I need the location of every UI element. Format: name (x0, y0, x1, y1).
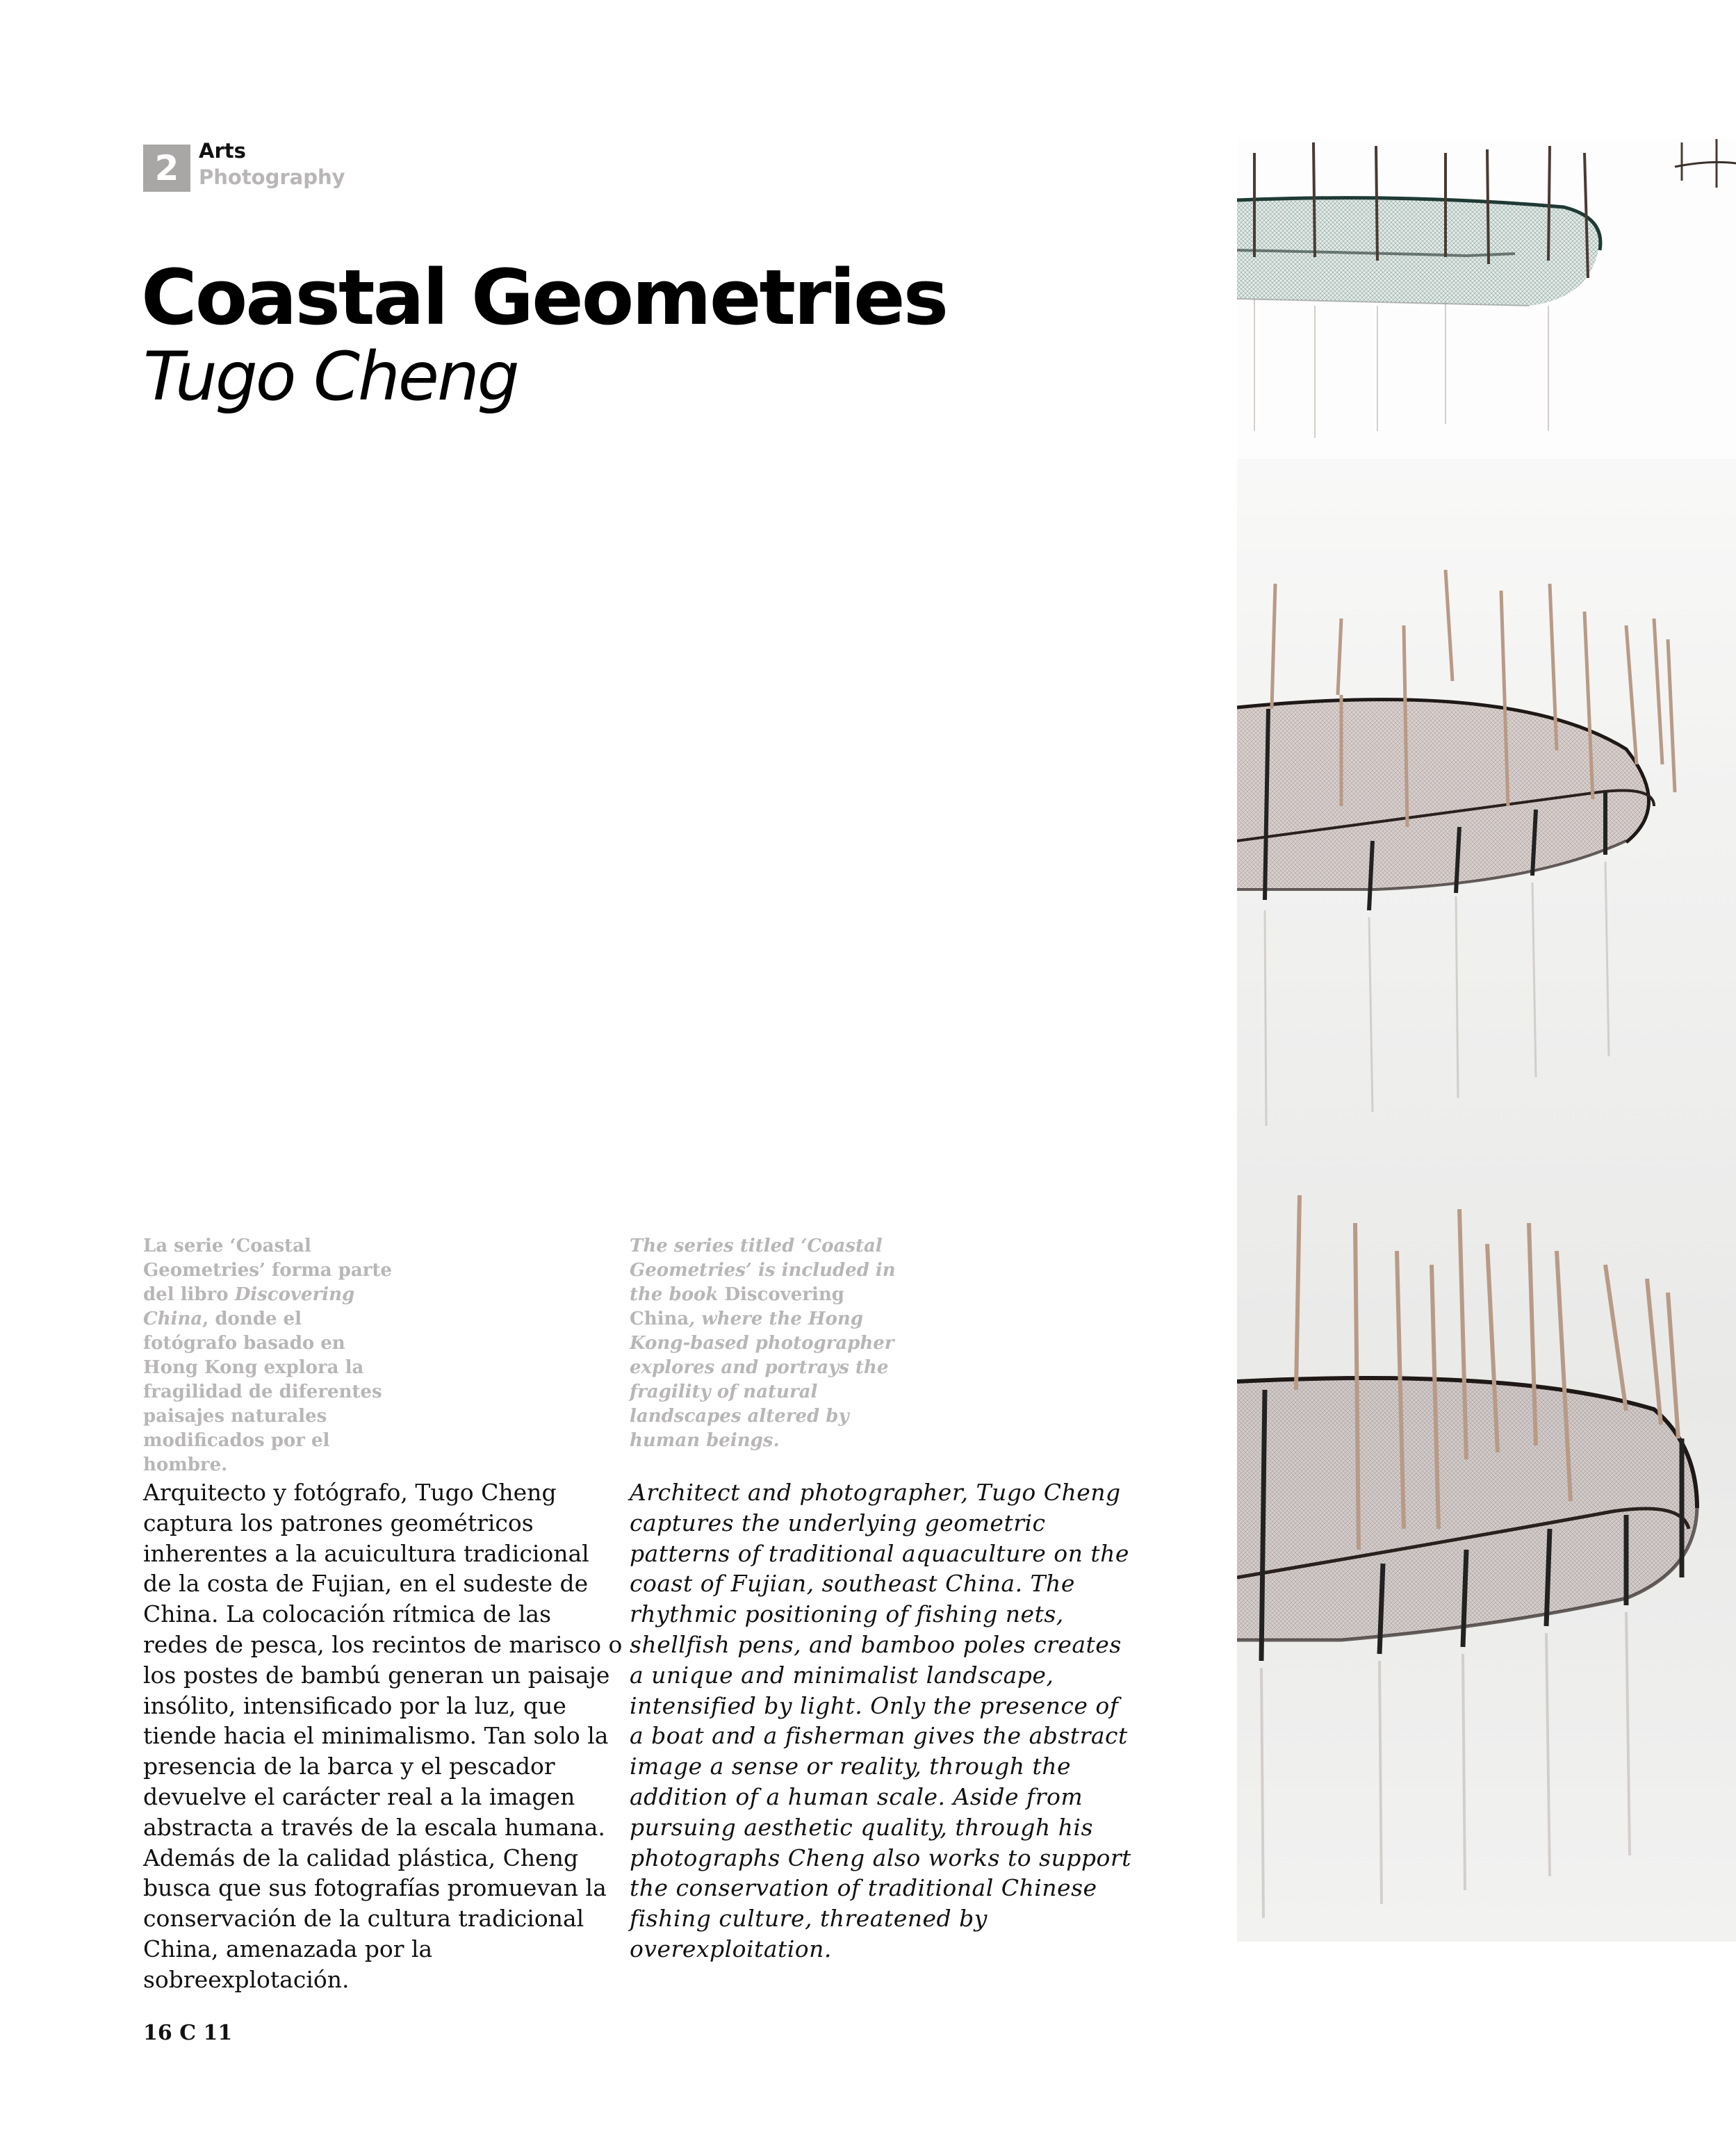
section-subcategory: Photography (199, 165, 345, 189)
article-title: Coastal Geometries (141, 253, 947, 342)
caption-english-book-title: Discovering China (630, 1284, 844, 1329)
caption-english (630, 1234, 908, 1453)
section-category: Arts (199, 139, 246, 163)
caption-spanish-text-end: , donde el fotógrafo basado en Hong Kong explora la fragilidad de diferentes paisajes naturales modificados por el hombre. (143, 1309, 382, 1475)
caption-english-text: The series titled ‘Coastal Geometries’ is included in the book (630, 1236, 896, 1305)
body-text-english: Architect and photographer, Tugo Cheng captures the underlying geometric patterns of traditional aquaculture on the coast of Fujian, southeast China. The rhythmic positioning of fishing nets, shellfish pens, and bamboo poles creates a unique and minimalist landscape, intensified by light. Only the presence of a boat and a fisherman gives the abstract image a sense or reality, through the addition of a human scale. Aside from pursuing aesthetic quality, through his photographs Cheng also works to support the conservation of traditional Chinese fishing culture, threatened by overexploitation. (630, 1479, 1131, 1962)
page-folio: 16 C 11 (143, 2021, 233, 2045)
body-text-spanish: Arquitecto y fotógrafo, Tugo Cheng captura los patrones geométricos inherentes a la acuicultura tradicional de la costa de Fujian, en el sudeste de China. La colocación rítmica de las redes de pesca, los recintos de marisco o los postes de bambú generan un paisaje insólito, intensificado por la luz, que tiende hacia el minimalismo. Tan solo la presencia de la barca y el pescador devuelve el carácter real a la imagen abstracta a través de la escala humana. Además de la calidad plástica, Cheng busca que sus fotografías promuevan la conservación de la cultura tradicional China, amenazada por la sobreexplotación. (143, 1479, 623, 1993)
caption-spanish-text: La serie ‘Coastal Geometries’ forma parte del libro (143, 1236, 392, 1305)
fishing-nets-photograph (1237, 139, 1736, 1942)
caption-english-text-end: , where the Hong Kong-based photographer explores and portrays the fragility of natural landscapes altered by human beings. (630, 1309, 894, 1451)
caption-spanish-book-title: Discovering China (143, 1284, 355, 1329)
section-number-badge: 2 (143, 145, 190, 192)
caption-spanish (143, 1234, 393, 1477)
article-author: Tugo Cheng (143, 338, 518, 416)
